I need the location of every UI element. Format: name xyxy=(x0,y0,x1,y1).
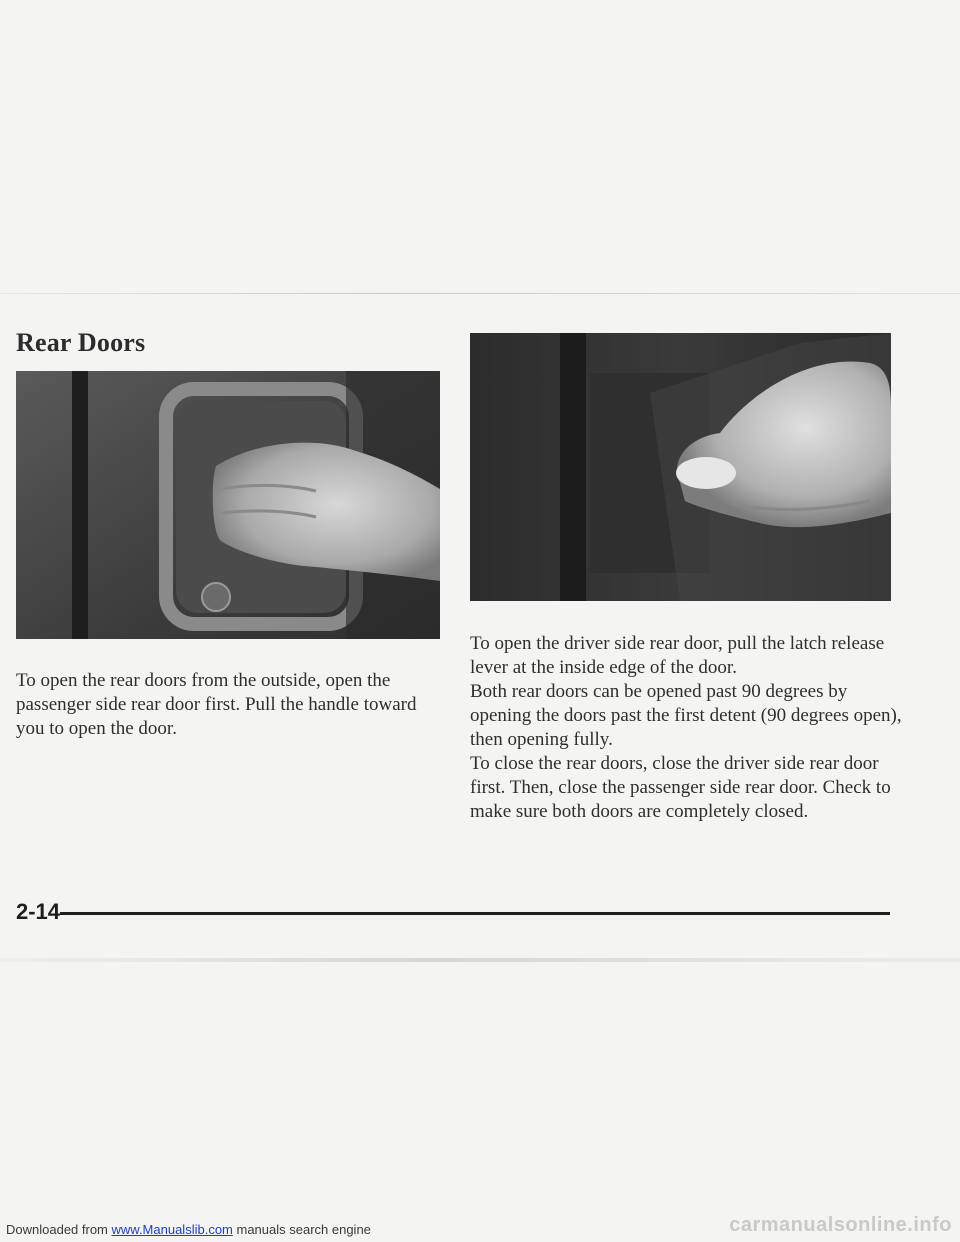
right-paragraph-1: To open the driver side rear door, pull the latch release lever at the inside edge of the door. xyxy=(470,633,885,678)
manualslib-link[interactable]: www.Manualslib.com xyxy=(111,1222,233,1237)
right-paragraph-3: To close the rear doors, close the driver side rear door first. Then, close the passenger side rear door. Check to make sure both doors are completely closed. xyxy=(470,753,891,822)
page-number: 2-14 xyxy=(16,899,61,924)
right-paragraph-2: Both rear doors can be opened past 90 degrees by opening the doors past the first detent (90 degrees open), then opening fully. xyxy=(470,681,902,750)
section-title: Rear Doors xyxy=(16,328,146,357)
left-paragraph: To open the rear doors from the outside, open the passenger side rear door first. Pull the handle toward you to open the door. xyxy=(16,670,417,739)
footer-prefix: Downloaded from xyxy=(6,1222,112,1237)
photo-inside-latch-lever xyxy=(470,333,891,601)
download-footer xyxy=(6,1222,371,1237)
page-number-rule xyxy=(60,912,890,915)
watermark-text: carmanualsonline.info xyxy=(729,1214,952,1236)
footer-suffix: manuals search engine xyxy=(232,1222,371,1237)
photo-outside-door-handle xyxy=(16,371,440,639)
bottom-divider xyxy=(0,958,960,962)
top-divider xyxy=(0,293,960,294)
